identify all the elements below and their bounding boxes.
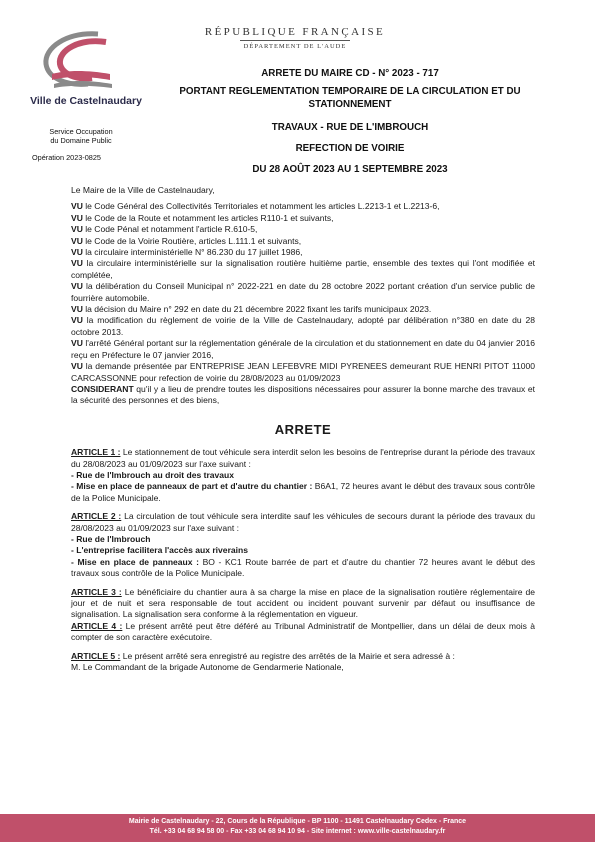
footer-contact: Tél. +33 04 68 94 58 00 - Fax +33 04 68 94 10 94 - Site internet : www.ville-castelnaudary.fr: [149, 827, 446, 835]
article-1-line-1: - Rue de l'Imbrouch au droit des travaux: [71, 469, 235, 480]
visa-text: le Code Pénal et notamment l'article R.610-5,: [82, 224, 258, 235]
visa-item: [71, 361, 535, 384]
visa-item: [71, 258, 535, 281]
visa-text: le Code Général des Collectivités Territoriales et notamment les articles L.2213-1 et L.2213-6,: [82, 201, 440, 212]
logo-city-name: Ville de Castelnaudary: [30, 95, 142, 107]
visa-keyword: VU: [71, 201, 83, 212]
castelnaudary-logo: [36, 30, 126, 92]
visa-text: le Code de la Voirie Routière, articles L.111.1 et suivants,: [82, 235, 302, 246]
article-5-label: ARTICLE 5 :: [71, 650, 121, 661]
visa-keyword: VU: [71, 258, 83, 269]
article-2-line-3: [71, 557, 535, 580]
maire-intro: Le Maire de la Ville de Castelnaudary,: [71, 185, 215, 195]
visa-keyword: VU: [71, 315, 83, 326]
article-3: [71, 587, 535, 621]
visa-item: [71, 304, 535, 315]
visa-item: [71, 338, 535, 361]
visa-keyword: CONSIDERANT: [71, 383, 134, 394]
visa-keyword: VU: [71, 338, 83, 349]
republique-francaise: RÉPUBLIQUE FRANÇAISE: [204, 26, 386, 38]
arrete-heading: ARRETE: [274, 421, 332, 437]
refection-heading: REFECTION DE VOIRIE: [295, 143, 405, 154]
visa-keyword: VU: [71, 281, 83, 292]
article-2: [71, 511, 535, 534]
article-1-text: Le stationnement de tout véhicule sera interdit selon les besoins de l'entreprise durant la période des travaux du 28/08/2023 au 01/09/2023 sur l'axe suivant :: [71, 447, 535, 469]
article-1-line-2: [71, 481, 535, 504]
visa-item: [71, 213, 535, 224]
article-1-line-2-text: B6A1, 72 heures avant le début des travaux sous contrôle de la Police Municipale.: [71, 481, 535, 503]
visa-text: la circulaire interministérielle sur la signalisation routière huitième partie, ensemble des textes qui l'ont modifiée et complétée,: [71, 258, 535, 280]
arrete-title: PORTANT REGLEMENTATION TEMPORAIRE DE LA CIRCULATION ET DU STATIONNEMENT: [179, 86, 521, 110]
article-3-text: Le bénéficiaire du chantier aura à sa charge la mise en place de la signalisation routière réglementaire de jour et de nuit et sera responsable de tout accident ou incident pouvant survenir par défaut ou insuffisance de signalisation. La signalisation sera conforme à la réglementation en vigueur.: [71, 586, 535, 620]
visa-keyword: VU: [71, 235, 83, 246]
service-line-1: Service Occupation: [49, 127, 113, 136]
article-4-label: ARTICLE 4 :: [71, 620, 123, 631]
article-2-line-3-text: BO - KC1 Route barrée de part et d'autre du chantier 72 heures avant le début des travaux sous contrôle de la Police Municipale.: [71, 556, 535, 579]
page-footer: [0, 814, 595, 842]
visa-item: [71, 315, 535, 338]
visas-list: [71, 201, 535, 406]
visa-keyword: VU: [71, 304, 83, 315]
visa-keyword: VU: [71, 224, 83, 235]
article-2-label: ARTICLE 2 :: [71, 511, 122, 522]
article-2-line-2: - L'entreprise facilitera l'accès aux riverains: [71, 545, 248, 556]
article-2-text: La circulation de tout véhicule sera interdite sauf les véhicules de secours durant la période des travaux du 28/08/2023 au 01/09/2023 sur l'axe suivant :: [71, 511, 535, 533]
departement-aude: DÉPARTEMENT DE L'AUDE: [243, 43, 347, 50]
article-3-label: ARTICLE 3 :: [71, 586, 122, 597]
visa-text: la demande présentée par ENTREPRISE JEAN LEFEBVRE MIDI PYRENEES demeurant RUE HENRI PITOT 11000 CARCASSONNE pour refection de voirie du 28/08/2023 au 01/09/2023: [71, 361, 535, 383]
article-2-line-1: - Rue de l'Imbrouch: [71, 533, 151, 544]
visa-text: le Code de la Route et notamment les articles R110-1 et suivants,: [82, 212, 334, 223]
visa-item: [71, 201, 535, 212]
visa-item: [71, 224, 535, 235]
article-4: [71, 621, 535, 644]
visa-text: qu'il y a lieu de prendre toutes les dispositions nécessaires pour assurer la bonne marche des travaux et la sécurité des personnes et des biens,: [71, 383, 535, 406]
operation-number: Opération 2023-0825: [32, 153, 101, 162]
visa-text: la modification du règlement de voirie de la Ville de Castelnaudary, adopté par délibération n°380 en date du 28 octobre 2013.: [71, 315, 535, 337]
visa-text: la décision du Maire n° 292 en date du 21 décembre 2022 fixant les tarifs municipaux 2023.: [82, 304, 432, 315]
article-5-line-1: M. Le Commandant de la brigade Autonome de Gendarmerie Nationale,: [71, 662, 344, 673]
visa-item: [71, 236, 535, 247]
article-4-text: Le présent arrêté peut être déféré au Tribunal Administratif de Montpellier, dans un délai de deux mois à compter de son caractère exécutoire.: [71, 620, 536, 643]
article-1-line-2-bold: - Mise en place de panneaux de part et d'autre du chantier :: [71, 481, 313, 492]
arrete-number: ARRETE DU MAIRE CD - N° 2023 - 717: [261, 68, 439, 79]
visa-text: l'arrêté Général portant sur la réglementation générale de la circulation et du stationnement en date du 04 janvier 2016 reçu en Préfecture le 07 janvier 2016,: [71, 338, 535, 360]
visa-text: la circulaire interministérielle N° 86.230 du 17 juillet 1986,: [82, 247, 303, 258]
article-1-label: ARTICLE 1 :: [71, 447, 121, 458]
article-1: [71, 447, 535, 470]
visa-keyword: VU: [71, 361, 83, 372]
visa-keyword: VU: [71, 247, 83, 258]
travaux-heading: TRAVAUX - RUE DE L'IMBROUCH: [271, 122, 429, 133]
header-divider: [240, 40, 350, 41]
article-5-text: Le présent arrêté sera enregistré au registre des arrêtés de la Mairie et sera adressé à :: [120, 650, 455, 661]
footer-address: Mairie de Castelnaudary - 22, Cours de la République - BP 1100 - 11491 Castelnaudary Cedex - France: [128, 818, 467, 825]
article-5: [71, 651, 535, 662]
visa-text: la délibération du Conseil Municipal n° 2022-221 en date du 28 octobre 2022 portant création d'un service public de fourrière automobile.: [71, 281, 535, 303]
visa-item: [71, 247, 535, 258]
visa-keyword: VU: [71, 212, 83, 223]
visa-item: [71, 384, 535, 407]
document-body: [71, 185, 535, 673]
visa-item: [71, 281, 535, 304]
service-line-2: du Domaine Public: [50, 136, 112, 145]
dates-heading: DU 28 AOÛT 2023 AU 1 SEPTEMBRE 2023: [252, 164, 448, 175]
article-2-line-3-bold: - Mise en place de panneaux :: [71, 556, 199, 567]
